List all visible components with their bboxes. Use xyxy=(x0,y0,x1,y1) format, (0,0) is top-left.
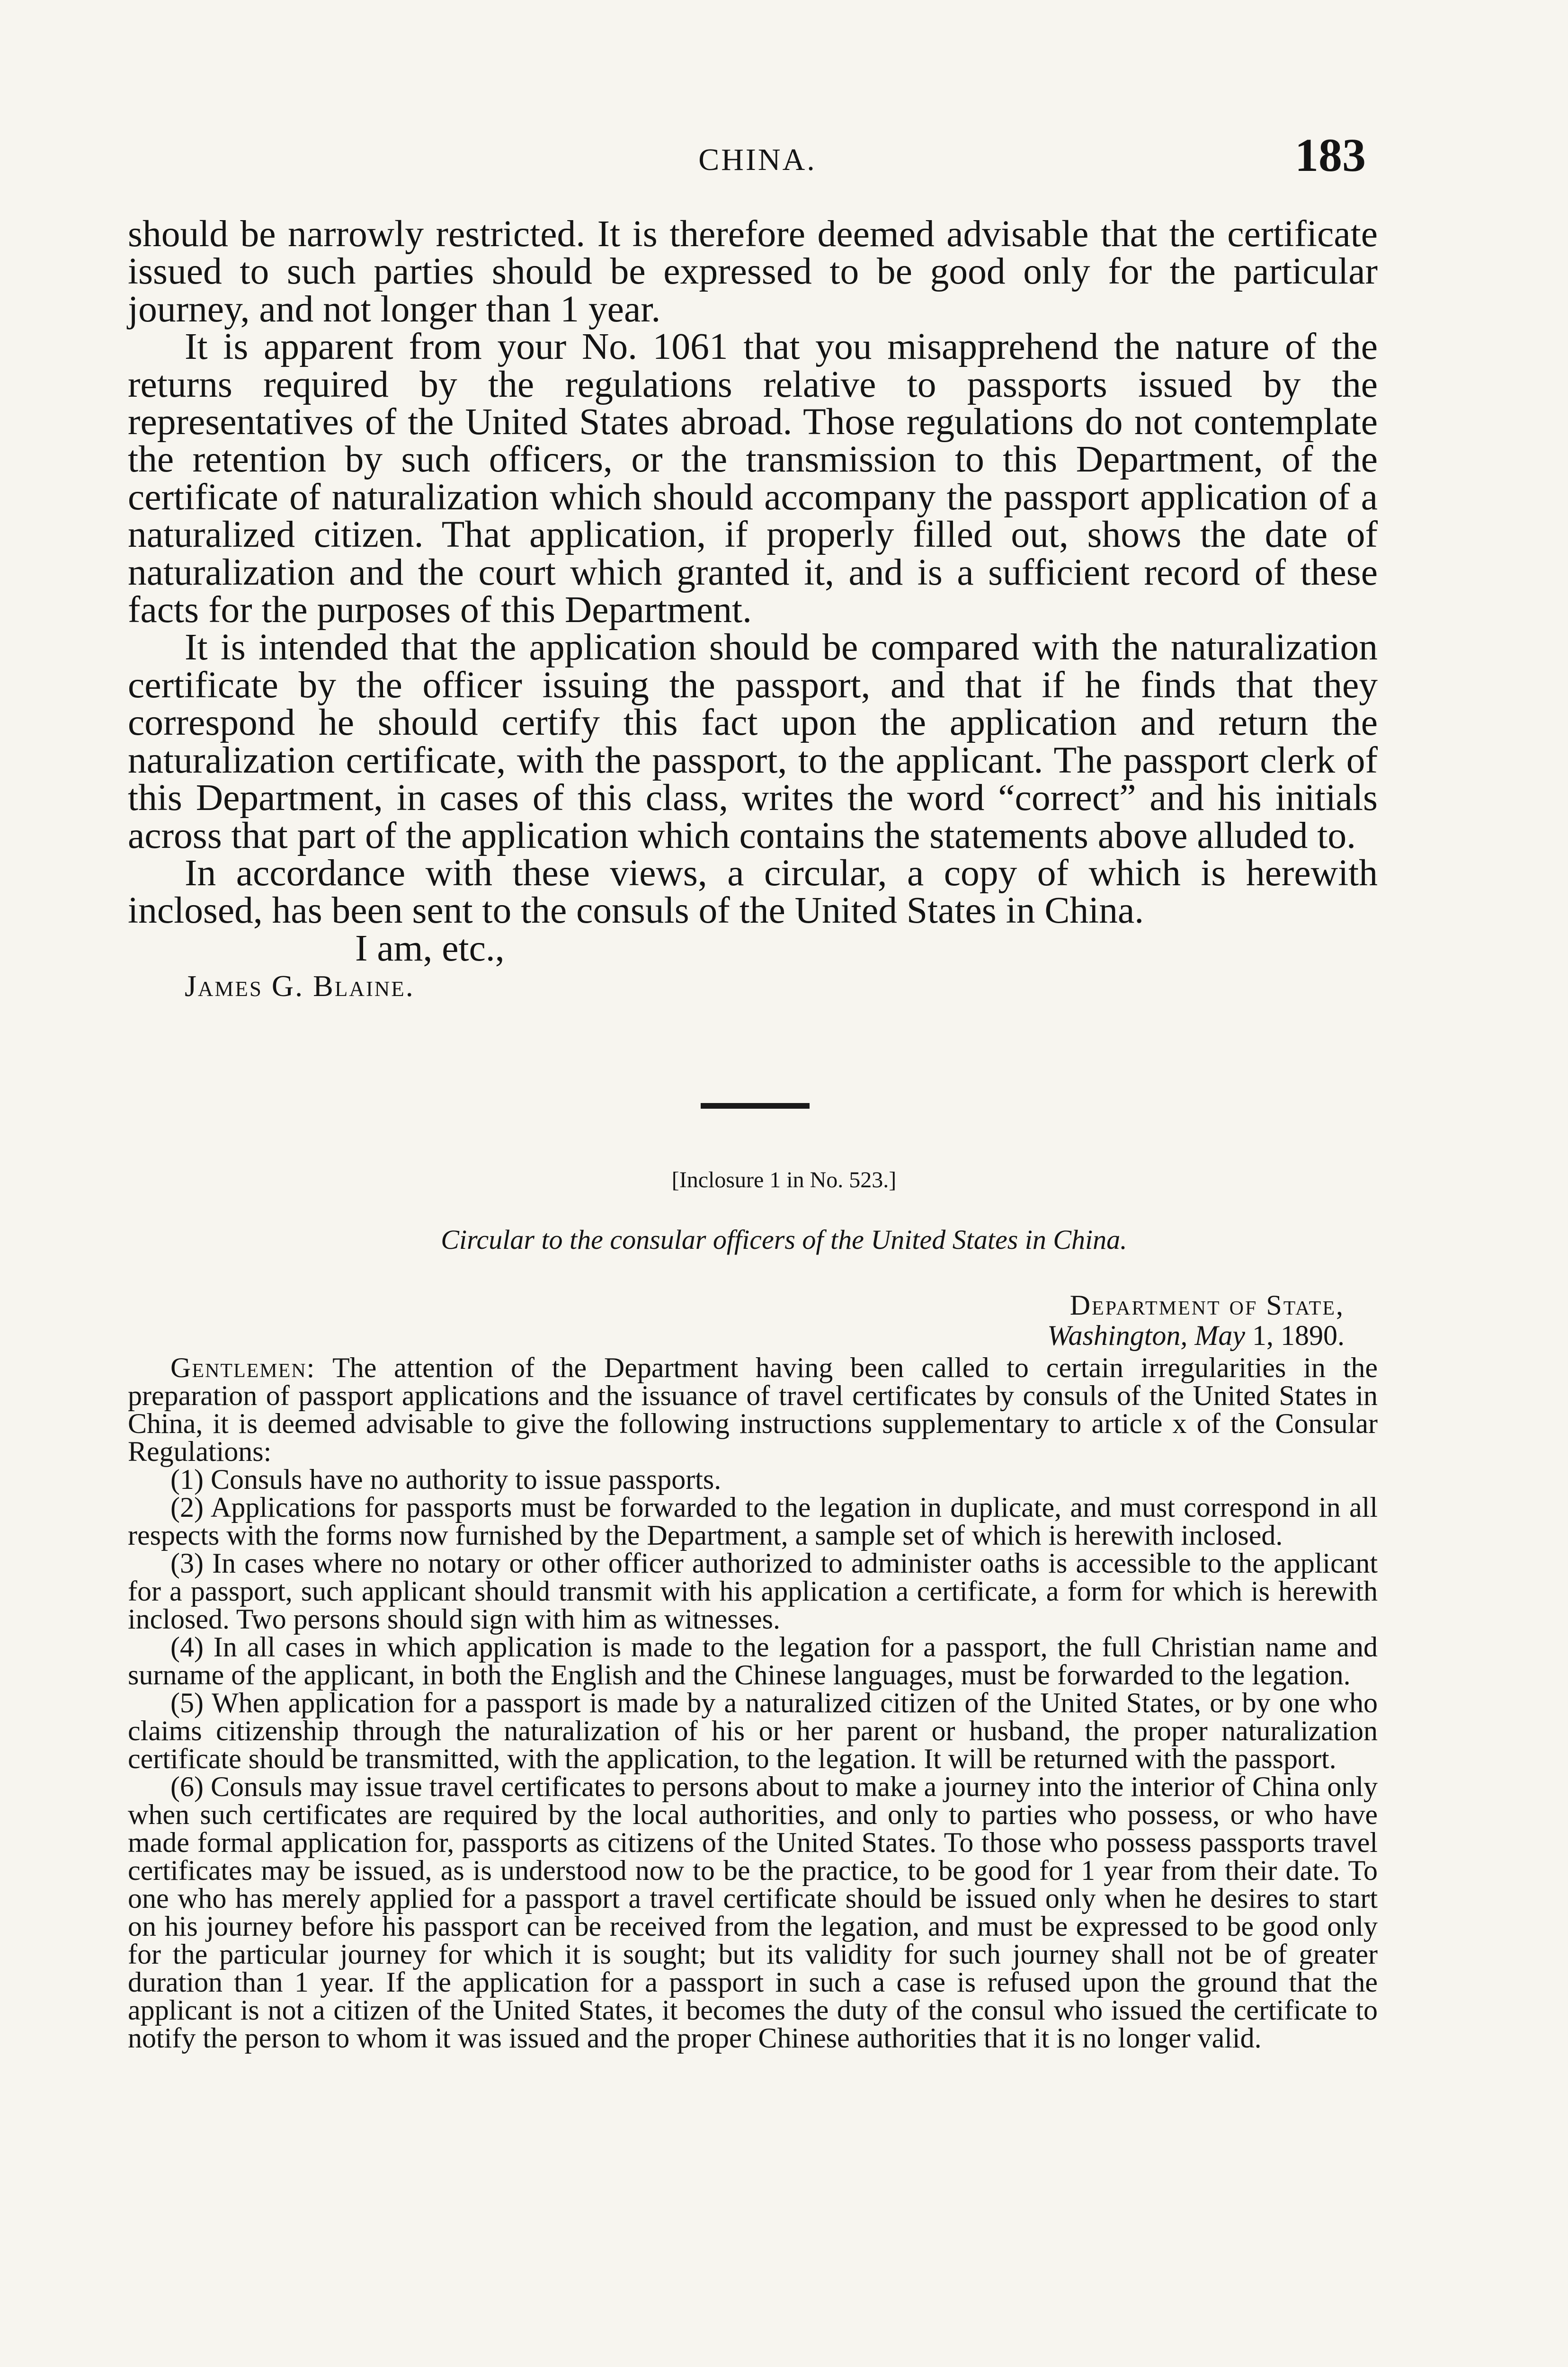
dateline-month: May xyxy=(1194,1320,1245,1351)
dateline-date xyxy=(918,1320,1345,1351)
circular-intro: The attention of the Department having been called to certain irregularities in the preparation of passport applications and the issuance of travel certificates by consuls of the United States in China, it is deemed advisable to give the following instructions supplementary to article x of the Consular Regulations: xyxy=(128,1352,1378,1467)
letter-paragraph: should be narrowly restricted. It is therefore deemed advisable that the certificate issued to such parties should be expressed to be good only for the particular journey, and not longer than 1 year. xyxy=(128,213,1378,330)
running-title: CHINA. xyxy=(698,142,817,177)
page-number: 183 xyxy=(1295,129,1366,181)
salutation: Gentlemen: xyxy=(170,1352,316,1383)
letter-closing: I am, etc., xyxy=(355,927,505,969)
circular-item: (1) Consuls have no authority to issue passports. xyxy=(170,1464,722,1495)
circular-item: (5) When application for a passport is made by a naturalized citizen of the United States, or by one who claims citizenship through the naturalization of his or her parent or husband, the proper naturalization certificate should be transmitted, with the application, to the legation. It will be returned with the passport. xyxy=(128,1687,1378,1774)
circular-title: Circular to the consular officers of the United States in China. xyxy=(441,1224,1127,1255)
letter-paragraph: It is apparent from your No. 1061 that you misapprehend the nature of the returns required by the regulations relative to passports issued by the representatives of the United States abroad. Those regulations do not contemplate the retention by such officers, or the transmission to this Department, of the certificate of naturalization which should accompany the passport application of a naturalized citizen. That application, if properly filled out, shows the date of naturalization and the court which granted it, and is a sufficient record of these facts for the purposes of this Department. xyxy=(128,326,1378,631)
circular-item: (4) In all cases in which application is made to the legation for a passport, the full Christian name and surname of the applicant, in both the English and the Chinese languages, must be forwarded to the legation. xyxy=(128,1631,1378,1691)
circular-item: (6) Consuls may issue travel certificates to persons about to make a journey into the interior of China only when such certificates are required by the local authorities, and only to parties who possess, or who have made formal application for, passports as citizens of the United States. To those who possess passports travel certificates may be issued, as is understood now to be the practice, to be good for 1 year from their date. To one who has merely applied for a passport a travel certificate should be issued only when he desires to start on his journey before his passport can be received from the legation, and must be expressed to be good only for the particular journey for which it is sought; but its validity for such journey shall not be of greater duration than 1 year. If the application for a passport in such a case is refused upon the ground that the applicant is not a citizen of the United States, it becomes the duty of the consul who issued the certificate to notify the person to whom it was issued and the proper Chinese authorities that it is no longer valid. xyxy=(128,1771,1378,2054)
letter-body xyxy=(128,215,1378,1005)
letter-signature: James G. Blaine. xyxy=(185,969,415,1003)
dateline xyxy=(918,1290,1345,1351)
dateline-place: Washington, xyxy=(1047,1320,1188,1351)
circular-body xyxy=(128,1354,1378,2052)
letter-paragraph: It is intended that the application should be compared with the naturalization certificate by the officer issuing the passport, and that if he finds that they correspond he should certify this fact upon the application and return the naturalization certificate, with the passport, to the applicant. The passport clerk of this Department, in cases of this class, writes the word “correct” and his initials across that part of the application which contains the statements above alluded to. xyxy=(128,626,1378,856)
section-divider xyxy=(701,1103,810,1109)
running-head xyxy=(0,128,1568,180)
dateline-department: Department of State, xyxy=(1069,1290,1345,1321)
circular-item: (2) Applications for passports must be forwarded to the legation in duplicate, and must correspond in all respects with the forms now furnished by the Department, a sample set of which is herewith inclosed. xyxy=(128,1492,1378,1551)
circular-intro-paragraph xyxy=(128,1354,1378,1466)
letter-paragraph: In accordance with these views, a circular, a copy of which is herewith inclosed, has been sent to the consuls of the United States in China. xyxy=(128,852,1378,932)
dateline-day-year: 1, 1890. xyxy=(1252,1320,1345,1351)
circular-item: (3) In cases where no notary or other officer authorized to administer oaths is accessible to the applicant for a passport, such applicant should transmit with his application a certificate, a form for which is herewith inclosed. Two persons should sign with him as witnesses. xyxy=(128,1548,1378,1635)
inclosure-label: [Inclosure 1 in No. 523.] xyxy=(671,1167,897,1192)
